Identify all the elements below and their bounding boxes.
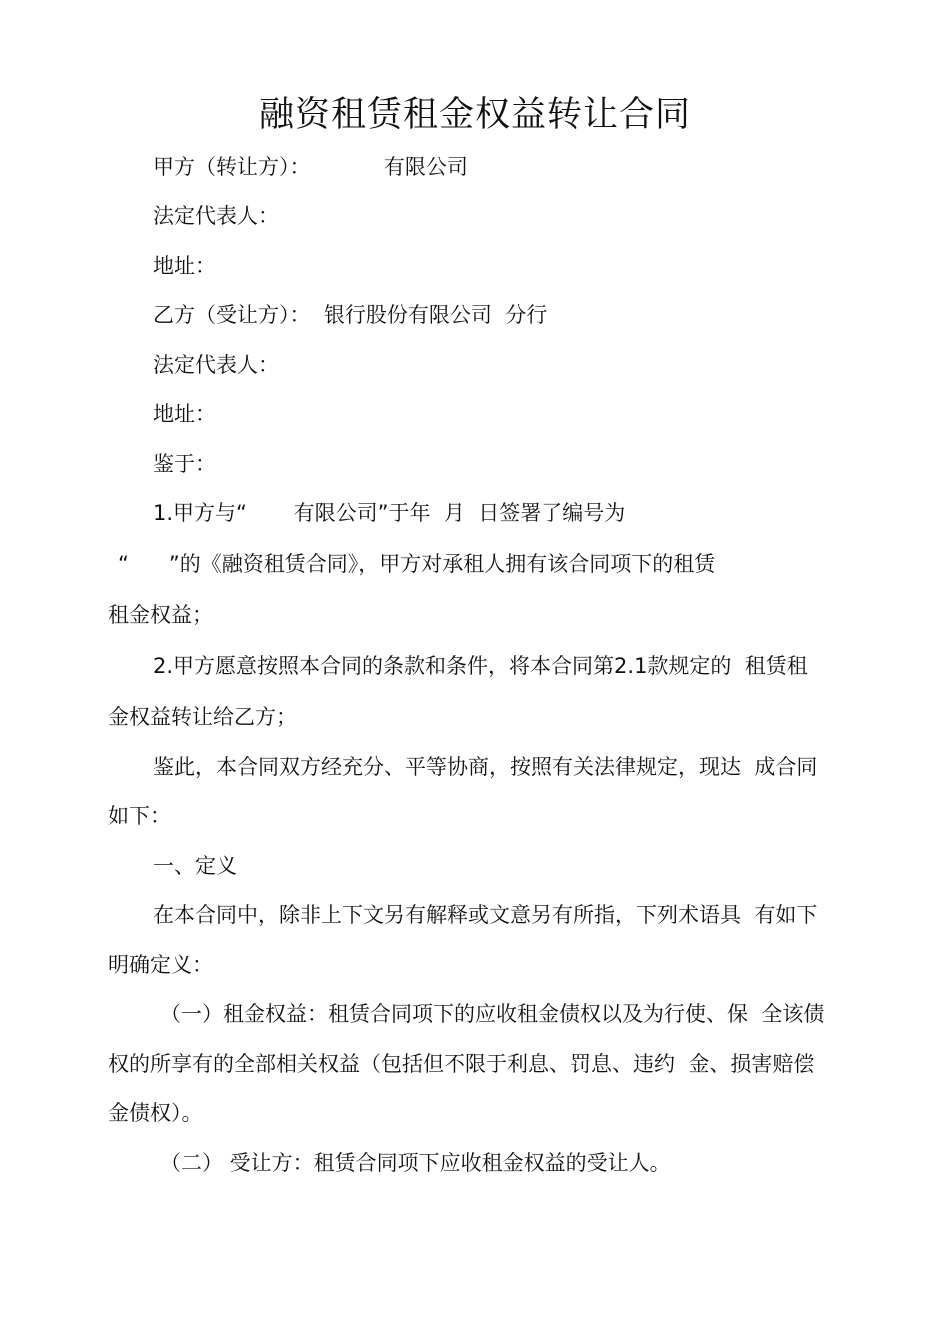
recital-1-line-1: 1.甲方与“ 有限公司”于年 月 日签署了编号为 (153, 501, 626, 525)
party-b-address: 地址： (153, 402, 216, 426)
agreement-intro-line-1: 鉴此，本合同双方经充分、平等协商，按照有关法律规定，现达 成合同 (153, 755, 818, 779)
recital-1-line-2: “ ”的《融资租赁合同》，甲方对承租人拥有该合同项下的租赁 (118, 552, 716, 576)
party-b-legal-representative: 法定代表人： (153, 353, 279, 377)
party-a-legal-representative: 法定代表人： (153, 204, 279, 228)
definitions-intro-line-2: 明确定义： (108, 953, 213, 977)
recital-1-line-3: 租金权益； (108, 603, 213, 627)
section-heading-definitions: 一、定义 (153, 854, 237, 878)
definition-2-line-1: （二） 受让方：租赁合同项下应收租金权益的受让人。 (160, 1151, 671, 1175)
recital-2-line-2: 金权益转让给乙方； (108, 705, 297, 729)
party-a-name: 甲方（转让方）： 有限公司 (153, 155, 468, 179)
definition-1-line-1: （一）租金权益：租赁合同项下的应收租金债权以及为行使、保 全该债 (160, 1002, 825, 1026)
party-a-address: 地址： (153, 254, 216, 278)
definition-1-line-2: 权的所享有的全部相关权益（包括但不限于利息、罚息、违约 金、损害赔偿 (108, 1052, 815, 1076)
party-b-name: 乙方（受让方）： 银行股份有限公司 分行 (153, 303, 548, 327)
document-title: 融资租赁租金权益转让合同 (258, 95, 691, 135)
whereas-heading: 鉴于： (153, 452, 216, 476)
agreement-intro-line-2: 如下： (108, 804, 171, 828)
definitions-intro-line-1: 在本合同中，除非上下文另有解释或文意另有所指，下列术语具 有如下 (153, 903, 818, 927)
definition-1-line-3: 金债权）。 (108, 1101, 203, 1125)
recital-2-line-1: 2.甲方愿意按照本合同的条款和条件，将本合同第2.1款规定的 租赁租 (153, 654, 808, 678)
